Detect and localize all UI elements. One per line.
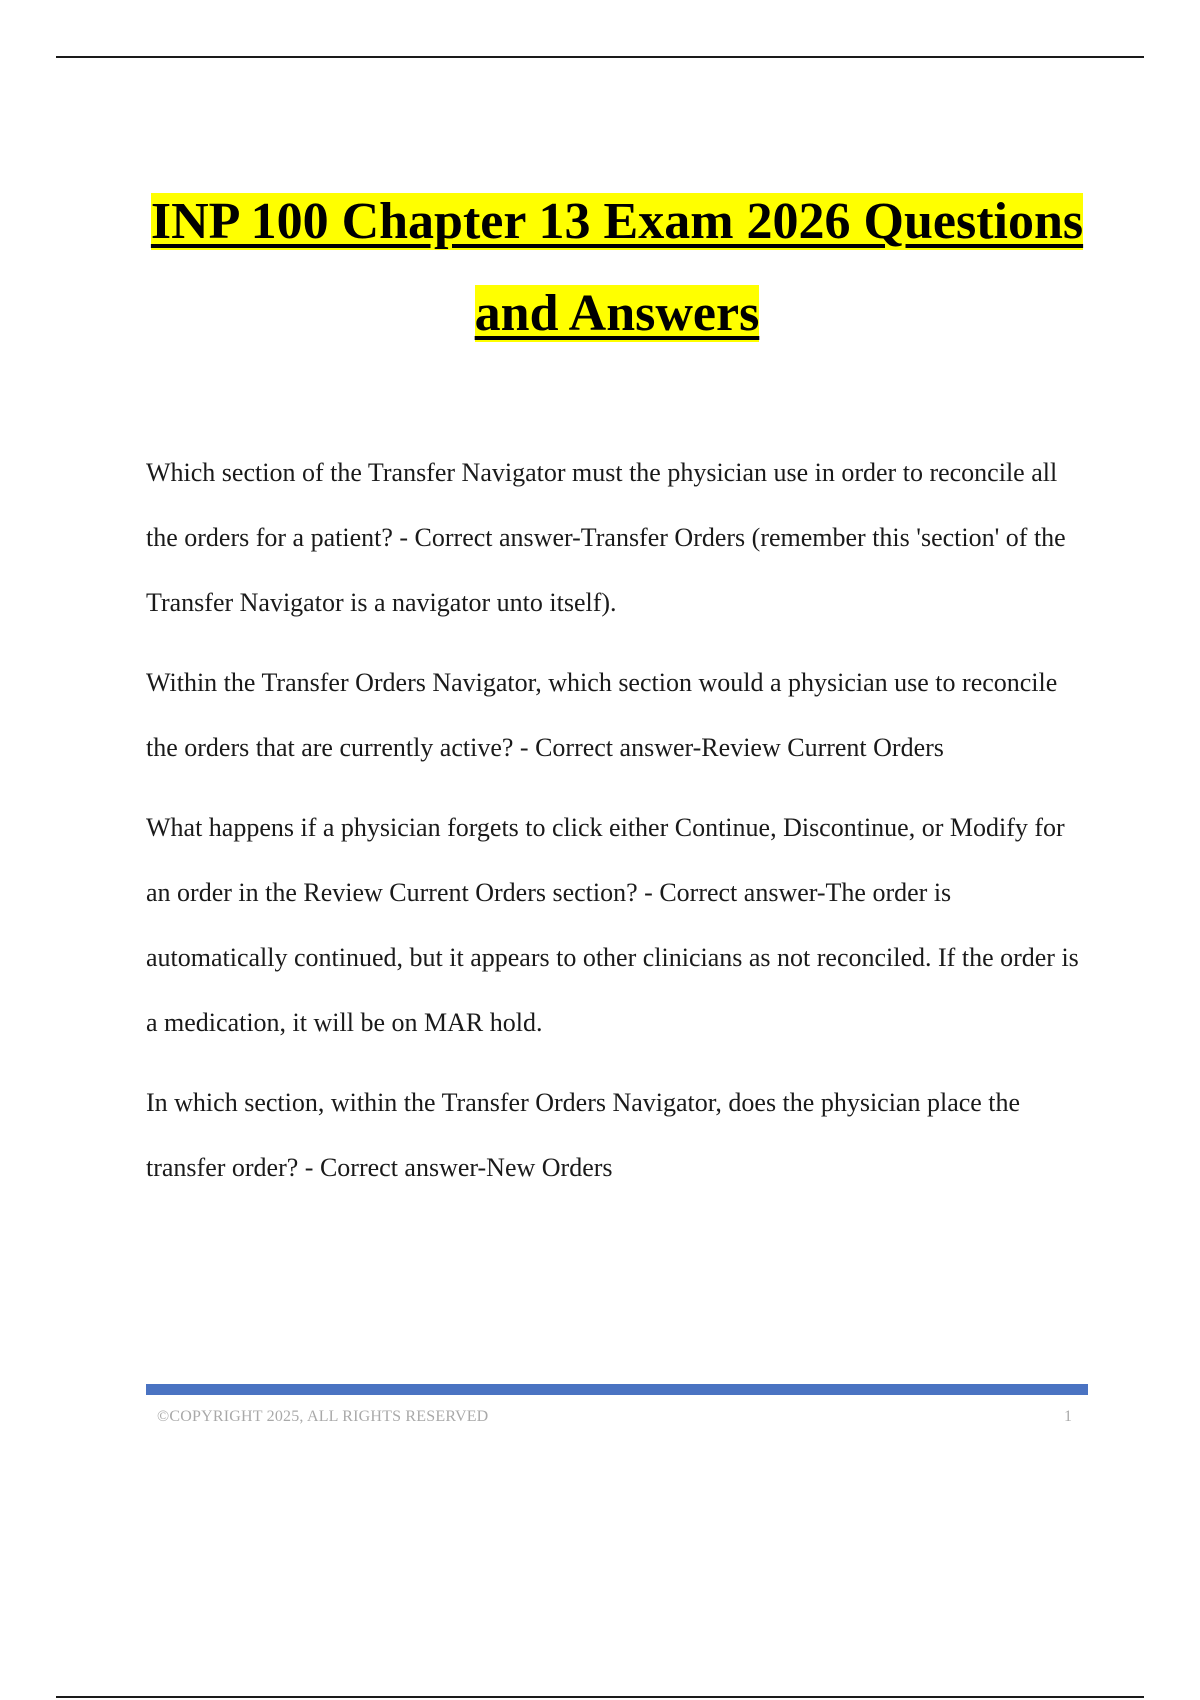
qa-paragraph-3: What happens if a physician forgets to click either Continue, Discontinue, or Modify for an order in the Review Current Orders section? - Correct answer-The order is automatically continued, but it appears to other clinicians as not reconciled. If the order is a medication, it will be on MAR hold. bbox=[146, 813, 1079, 1037]
qa-paragraph-2: Within the Transfer Orders Navigator, which section would a physician use to reconcile the orders that are currently active? - Correct answer-Review Current Orders bbox=[146, 668, 1058, 762]
qa-paragraph-1: Which section of the Transfer Navigator must the physician use in order to reconcile all the orders for a patient? - Correct answer-Transfer Orders (remember this 'section' of the Transfer Navigator is a navigator unto itself). bbox=[146, 458, 1066, 617]
title-line-1: INP 100 Chapter 13 Exam 2026 Questions bbox=[150, 193, 1084, 250]
footer-page-number: 1 bbox=[1064, 1408, 1072, 1425]
footer-copyright: ©COPYRIGHT 2025, ALL RIGHTS RESERVED bbox=[157, 1408, 489, 1425]
title-line-2: and Answers bbox=[474, 285, 760, 342]
footer-bar bbox=[146, 1384, 1088, 1395]
bottom-divider bbox=[56, 1696, 1144, 1698]
document-title bbox=[146, 176, 1088, 360]
top-divider bbox=[56, 56, 1144, 58]
qa-content bbox=[146, 440, 1088, 1215]
qa-paragraph-4: In which section, within the Transfer Orders Navigator, does the physician place the transfer order? - Correct answer-New Orders bbox=[146, 1088, 1021, 1182]
